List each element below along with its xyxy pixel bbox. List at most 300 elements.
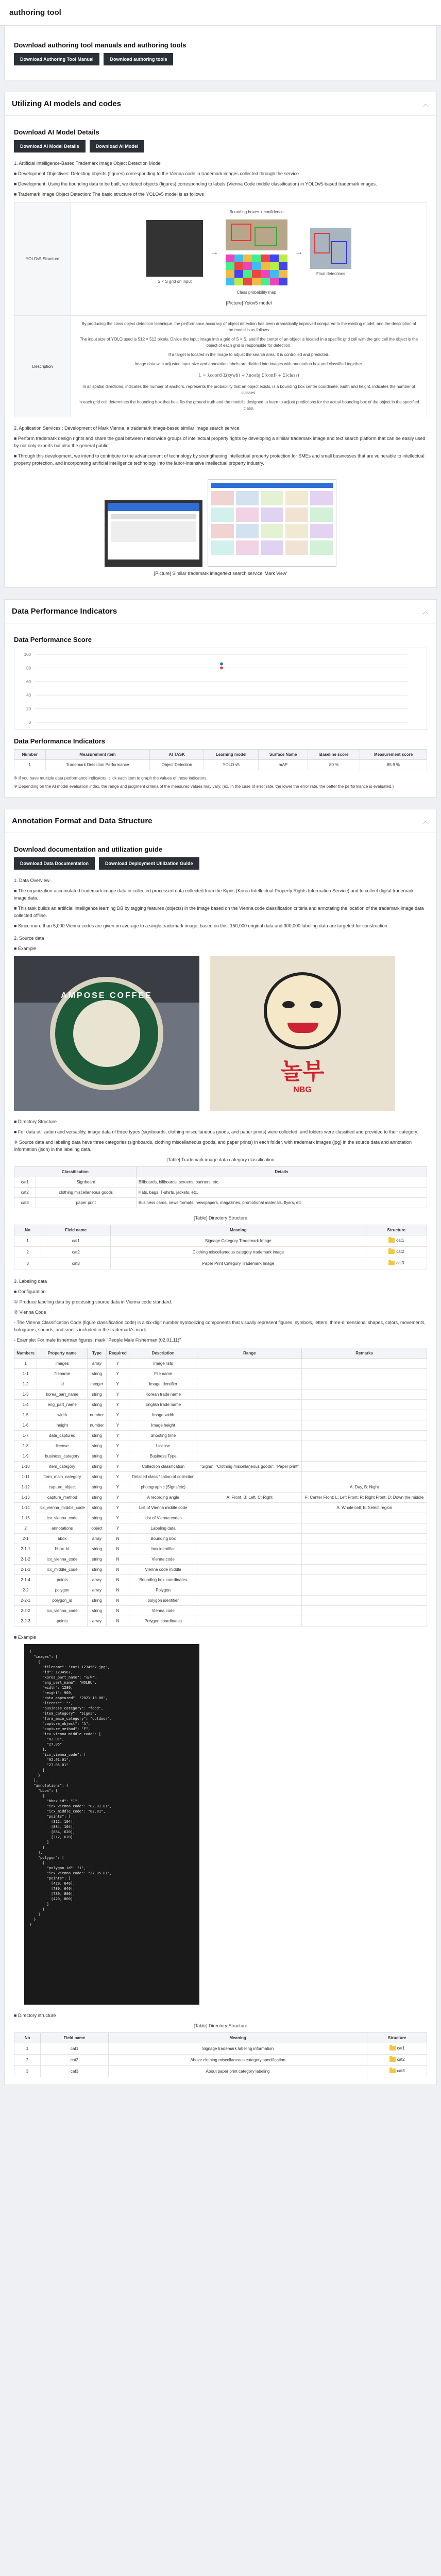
model-details-title: Download AI Model Details (14, 128, 99, 136)
table-cell: Vienna code (129, 1606, 197, 1616)
table-cell: eng_part_name (37, 1400, 88, 1410)
annotation-section (4, 809, 437, 2085)
score-chart-svg (14, 648, 418, 730)
performance-section (4, 599, 437, 798)
table-cell: Signage Category Trademark Image (111, 1235, 366, 1247)
folder[interactable] (388, 1249, 404, 1254)
folder-icon (388, 1249, 395, 1254)
final-detection-image (310, 228, 351, 269)
folder[interactable] (389, 2069, 405, 2073)
table-cell: mAP (259, 760, 308, 770)
table-cell (302, 1389, 427, 1400)
table-cell: Y (106, 1359, 129, 1369)
table-cell: N (106, 1565, 129, 1575)
table-cell: width (37, 1410, 88, 1420)
table-cell: string (88, 1596, 107, 1606)
table-row (14, 1493, 427, 1503)
table-cell (197, 1544, 302, 1554)
cat-header-classification: Classification (14, 1167, 137, 1177)
indicator-note-2: ※ Depending on the AI model evaluation index, the range and judgment criteria of the measured values may vary. (ex. In the case of error rate, the lower the error rate, the better the performance is evaluated.) (14, 784, 394, 789)
score-chart (14, 648, 427, 730)
table-row (14, 1585, 427, 1596)
download-documentation-button[interactable]: Download Data Documentation (14, 857, 95, 870)
table-cell: 2-1-1 (14, 1544, 37, 1554)
table-cell: integer (88, 1379, 107, 1389)
desc-cell (71, 316, 427, 417)
table-cell: object (88, 1523, 107, 1534)
yolo-structure-label: YOLOv5 Structure (14, 202, 71, 316)
table-cell (302, 1431, 427, 1441)
download-manual-button[interactable]: Download Authoring Tool Manual (14, 53, 99, 65)
data-para-3c: ② Vienna Code (14, 1310, 46, 1315)
table-cell: number (88, 1410, 107, 1420)
table-cell: Y (106, 1462, 129, 1472)
table-cell (197, 1472, 302, 1482)
table-cell (302, 1410, 427, 1420)
table-cell: N (106, 1544, 129, 1554)
directory-header: Structure (367, 2033, 427, 2043)
property-header: Required (106, 1348, 129, 1359)
table-cell: 1-4 (14, 1400, 37, 1410)
desc-text-5: In all spatial directions, indicates the number of anchors, represents the probability that an object exists, is a bounding box center coordinate, width and height, indicates the number of classes. (82, 384, 415, 395)
table-cell: Image height (129, 1420, 197, 1431)
table-cell: Shooting time (129, 1431, 197, 1441)
table-cell: number (88, 1420, 107, 1431)
folder-icon (389, 2057, 396, 2062)
indicator-header: Learning model (204, 750, 259, 760)
table-row (14, 1369, 427, 1379)
yolo-diagram-cell (71, 202, 427, 316)
table-cell (302, 1420, 427, 1431)
table-cell (302, 1585, 427, 1596)
table-row (14, 1513, 427, 1523)
table-cell (197, 1451, 302, 1462)
table-cell: cat3 (14, 1198, 36, 1208)
download-tool-button[interactable]: Download authoring tools (104, 53, 173, 65)
table-cell: item_category (37, 1462, 88, 1472)
table-cell: 1-7 (14, 1431, 37, 1441)
folder-label: cat1 (396, 1238, 404, 1243)
directory-header: No (14, 2033, 41, 2043)
cat-header-details: Details (136, 1167, 427, 1177)
table-cell: icx_vienna_code (37, 1513, 88, 1523)
table-cell: Above clothing miscellaneous category specification (108, 2055, 367, 2066)
json-code-block: { "images": [ { "filename": "cat1_1234567.jpg", "id": 1234567, "korea_part_name": "놀부", "eng_part_name": "NOLBU", "width": 1280, "height": 960, "data_captured": "2021-10-08", "license": "", "business_category": "food", "item_category": "Signs", "form_main_category": "outdoor", "capture_object": "A", "capture_method": "F", "icx_vienna_middle_code": [ "02.01", "27.05" ], "icx_vienna_code": [ "02.01.01", "27.05.01" ] } ], "annotations": { "bbox": [ { "bbox_id": "1", "icx_vienna_code": "02.01.01", "icx_middle_code": "02.01", "points": [ [312, 104], [884, 104], [884, 620], [312, 620] ] } ], "polygon": [ { "polygon_id": "1", "icx_vienna_code": "27.05.01", "points": [ [420, 640], [780, 640], [780, 800], [420, 800] ] } ] } } (24, 1644, 199, 2005)
chevron-up-icon[interactable]: ︿ (422, 818, 429, 825)
table-cell: Hats, bags, T-shirts, jackets, etc. (136, 1188, 427, 1198)
data-para-3e: - Example: For male fisherman figures, mark "People Male Fisherman (02.01.11)" (14, 1337, 181, 1343)
table-cell: array (88, 1359, 107, 1369)
folder[interactable] (388, 1238, 404, 1243)
model-para-2b: ■ Through this development, we intend to contribute to the advancement of technology by strengthening intellectual property protection for SMEs and small businesses that are vulnerable to intellectual property protection, and incorporating artificial intelligence technology into the labor-intensive intellectual property industry. (14, 453, 425, 466)
table-cell: string (88, 1400, 107, 1410)
table-cell: Image lists (129, 1359, 197, 1369)
table-cell (197, 1596, 302, 1606)
indicator-header: AI TASK (150, 750, 204, 760)
table-row (14, 1247, 427, 1258)
data-para-2a: ■ Example (14, 946, 36, 951)
table-row (14, 2066, 427, 2077)
directory-header: Meaning (111, 1225, 366, 1235)
table-cell: cat2 (14, 1188, 36, 1198)
table-cell: string (88, 1482, 107, 1493)
table-cell: 1-3 (14, 1389, 37, 1400)
table-row (14, 1400, 427, 1410)
table-cell (302, 1616, 427, 1626)
table-cell: Y (106, 1451, 129, 1462)
nolbu-sign-image (210, 956, 395, 1111)
table-cell: Y (106, 1400, 129, 1410)
folder-icon (389, 2046, 396, 2050)
table-row (14, 1462, 427, 1472)
table-cell: Image identifier (129, 1379, 197, 1389)
table-cell: cat2 (41, 1247, 111, 1258)
table-row (14, 1482, 427, 1493)
table-cell: string (88, 1369, 107, 1379)
table-cell (302, 1606, 427, 1616)
table-cell (197, 1503, 302, 1513)
table-cell: N (106, 1616, 129, 1626)
table-cell (197, 1420, 302, 1431)
table-cell: List of Vienna codes (129, 1513, 197, 1523)
table-cell: points (37, 1575, 88, 1585)
table-cell: paper print (36, 1198, 136, 1208)
table-row (14, 1177, 427, 1188)
table-cell (302, 1451, 427, 1462)
table-row (14, 1596, 427, 1606)
data-point-baseline-score[interactable] (220, 666, 223, 669)
table-cell (302, 1534, 427, 1544)
table-cell: bbox (37, 1534, 88, 1544)
folder[interactable] (388, 1261, 404, 1265)
data-point-measurement-score[interactable] (220, 663, 223, 666)
desc-text-2: The input size of YOLO used is 512 × 512 pixels. Divide the input image into a grid of S × S, and if the center of an object is located in a specific grid cell with the grid cell the object is the object of each grid is responsible for detection. (79, 337, 418, 348)
table-cell: 2-1-2 (14, 1554, 37, 1565)
table-cell: Y (106, 1472, 129, 1482)
table-row (14, 1554, 427, 1565)
table-cell: Polygon (129, 1585, 197, 1596)
table-cell: string (88, 1472, 107, 1482)
table-cell (197, 1369, 302, 1379)
directory-header: Structure (366, 1225, 427, 1235)
authoring-tool-section (4, 26, 437, 80)
indicator-header: Measurement item (45, 750, 150, 760)
table-cell: photographic (Signs/etc) (129, 1482, 197, 1493)
laptop-mock (105, 500, 202, 567)
table-cell: 2-2-3 (14, 1616, 37, 1626)
table-cell (302, 1596, 427, 1606)
table-cell (197, 1523, 302, 1534)
table-cell: 2 (14, 2055, 41, 2066)
table-cell (197, 1482, 302, 1493)
table-cell: cat3 (41, 1258, 111, 1269)
table-cell (197, 1585, 302, 1596)
table-cell (197, 1554, 302, 1565)
table-cell: license (37, 1441, 88, 1451)
indicators-title: Data Performance Indicators (14, 737, 106, 745)
directory-header: Field name (41, 1225, 111, 1235)
table-row (14, 1359, 427, 1369)
desc-text-1: By producing the class object detection technique, the performance accuracy of object detection has been dramatically improved compared to the existing model, and the description of the model is as follows. (81, 321, 416, 332)
data-para-3b: ① Produce labeling data by processing source data in Vienna code standard. (14, 1299, 173, 1304)
category-table (14, 1166, 427, 1208)
table-cell: string (88, 1389, 107, 1400)
table-cell (302, 1379, 427, 1389)
table-cell: string (88, 1503, 107, 1513)
table-cell: string (88, 1462, 107, 1472)
table-cell: 1-9 (14, 1451, 37, 1462)
y-tick-label: 80 (26, 666, 31, 671)
table-cell: string (88, 1441, 107, 1451)
top-bar (0, 0, 441, 26)
property-header: Type (88, 1348, 107, 1359)
table-cell (197, 1606, 302, 1616)
table-cell (302, 1523, 427, 1534)
table-cell: N (106, 1596, 129, 1606)
table-cell (302, 1575, 427, 1585)
table-cell: Y (106, 1482, 129, 1493)
chevron-up-icon[interactable]: ︿ (422, 100, 429, 108)
table-cell: string (88, 1431, 107, 1441)
table-row (14, 1544, 427, 1554)
table-cell: images (37, 1359, 88, 1369)
grid-input-image (146, 220, 203, 277)
table-cell: Signboard (36, 1177, 136, 1188)
table-cell: 3 (14, 1258, 41, 1269)
table-cell: License (129, 1441, 197, 1451)
desc-text-4: Image data with adjusted input size and annotation labels are divided into images with annotation box and classified together. (134, 362, 363, 366)
table-row (14, 1379, 427, 1389)
data-para-1b: ■ This task builds an artificial intelligence learning DB by tagging features (objects) in the image based on the Vienna code classification criteria and annotating the location of the trademark image data collected offline. (14, 906, 424, 918)
folder-label: cat3 (396, 1261, 404, 1265)
table-row (14, 1188, 427, 1198)
table-cell: string (88, 1554, 107, 1565)
table-cell (197, 1379, 302, 1389)
folder[interactable] (389, 2057, 405, 2062)
table-cell: Y (106, 1523, 129, 1534)
y-tick-label: 60 (26, 679, 31, 684)
table-cell (302, 1513, 427, 1523)
table-cell: 2-2-2 (14, 1606, 37, 1616)
table-row (14, 1451, 427, 1462)
results-mock (208, 479, 336, 567)
indicator-header: Baseline score (308, 750, 360, 760)
table-row (14, 1616, 427, 1626)
table-row (14, 1258, 427, 1269)
chevron-up-icon[interactable]: ︿ (422, 608, 429, 615)
table-cell: A: Front, B: Left, C: Right (197, 1493, 302, 1503)
table-cell: icx_vienna_code (37, 1606, 88, 1616)
table-cell: filename (37, 1369, 88, 1379)
table-cell: Image width (129, 1410, 197, 1420)
folder[interactable] (389, 2046, 405, 2050)
page-title: authoring tool (9, 8, 61, 17)
table-cell: Paper Print Category Trademark Image (111, 1258, 366, 1269)
directory-header: Meaning (108, 2033, 367, 2043)
table-cell: Y (106, 1493, 129, 1503)
model-para-2: 2. Application Services : Development of Mark Vienna, a trademark image-based similar image search service (14, 426, 240, 431)
table-cell (197, 1389, 302, 1400)
folder-cell (366, 1258, 427, 1269)
table-cell: 1-5 (14, 1410, 37, 1420)
table-row (14, 1420, 427, 1431)
table-cell: Y (106, 1410, 129, 1420)
table-cell: Business Type (129, 1451, 197, 1462)
table-cell: 2-2-1 (14, 1596, 37, 1606)
source-examples (14, 956, 427, 1111)
folder-label: cat2 (396, 1249, 404, 1254)
table-cell: 1-13 (14, 1493, 37, 1503)
folder-cell (367, 2043, 427, 2055)
table-cell: 85.9 % (360, 760, 427, 770)
table-cell: cat1 (41, 1235, 111, 1247)
table-cell (197, 1400, 302, 1410)
table-row (14, 1534, 427, 1544)
table-row (14, 1472, 427, 1482)
y-tick-label: 40 (26, 693, 31, 698)
table-cell: Labeling data (129, 1523, 197, 1534)
class-map-image (226, 255, 287, 285)
table-cell: 80 % (308, 760, 360, 770)
starbucks-text: AMPOSE COFFEE (61, 991, 152, 1000)
y-tick-label: 0 (28, 720, 31, 725)
data-para-1c: ■ Since more than 5,000 Vienna codes are given on average to a single trademark image, based on this, 150,000 original data and 300,000 labeling data are targeted for construction. (14, 923, 389, 928)
table-cell: Clothing miscellaneous category trademark image (111, 1247, 366, 1258)
table-cell: bbox_id (37, 1544, 88, 1554)
annotation-title: Annotation Format and Data Structure (12, 817, 152, 825)
table-row (14, 1389, 427, 1400)
table-row (14, 1575, 427, 1585)
data-para-4: ■ Example (14, 1635, 36, 1640)
table4-caption: [Table] Directory Structure (193, 2023, 248, 2028)
table-cell: 1-6 (14, 1420, 37, 1431)
table-cell: N (106, 1606, 129, 1616)
table-cell (197, 1534, 302, 1544)
table-cell: capture_method (37, 1493, 88, 1503)
folder-label: cat1 (397, 2046, 405, 2050)
table-cell: Bounding box (129, 1534, 197, 1544)
table-cell (197, 1431, 302, 1441)
table1-caption: [Table] Trademark image data category classification (166, 1157, 275, 1162)
table-cell: 1 (14, 2043, 41, 2055)
grid-label: S × S grid on input (157, 279, 192, 284)
ai-models-header[interactable] (5, 92, 436, 116)
table-cell: 2-1 (14, 1534, 37, 1544)
ai-models-title: Utilizing AI models and codes (12, 99, 121, 108)
table-cell: 1-10 (14, 1462, 37, 1472)
score-title: Data Performance Score (14, 636, 92, 643)
table-cell: annotations (37, 1523, 88, 1534)
directory-header: Field name (41, 2033, 109, 2043)
data-para-2: 2. Source data (14, 936, 44, 941)
arrow-right-icon: → (295, 247, 303, 257)
table-cell: korea_part_name (37, 1389, 88, 1400)
table-cell: A: Day, B: Night (302, 1482, 427, 1493)
table-cell (197, 1513, 302, 1523)
table-cell: height (37, 1420, 88, 1431)
folder-cell (366, 1235, 427, 1247)
table-cell: array (88, 1575, 107, 1585)
table-cell: string (88, 1513, 107, 1523)
table-cell: List of Vienna middle code (129, 1503, 197, 1513)
table-cell (302, 1565, 427, 1575)
desc-text-3: If a target is located in the image to adjust the search area, it is controlled and predicted. (168, 352, 330, 357)
annotation-header[interactable] (5, 809, 436, 833)
download-guide-button[interactable]: Download Deployment Utilization Guide (99, 857, 199, 870)
data-para-3: 3. Labeling data (14, 1279, 47, 1284)
table-cell (197, 1565, 302, 1575)
figure2-caption: [Picture] Similar trademark image/text search service 'Mark View' (154, 571, 287, 576)
table-cell (302, 1359, 427, 1369)
table-cell: clothing miscellaneous goods (36, 1188, 136, 1198)
desc-label: Description (14, 316, 71, 417)
table-row (14, 1410, 427, 1420)
table-cell: icx_vienna_middle_code (37, 1503, 88, 1513)
table-cell (302, 1462, 427, 1472)
indicator-note-1: ※ If you have multiple data performance indicators, click each item to graph the values of those indicators. (14, 776, 208, 781)
nolbu-sub-text: NBG (293, 1086, 312, 1094)
table-cell: Y (106, 1420, 129, 1431)
table-cell: cat2 (41, 2055, 109, 2066)
table-cell: icx_middle_code (37, 1565, 88, 1575)
table-cell: icx_vienna_code (37, 1554, 88, 1565)
property-header: Range (197, 1348, 302, 1359)
table-cell: N (106, 1554, 129, 1565)
desc-text-6: In each grid cell determines the bounding box that best fits the ground truth and the model's designed to learn to adjust predictions for the actual bounding box of the object in the specified class. (78, 400, 419, 411)
table-cell: 2-2 (14, 1585, 37, 1596)
download-model-details-button[interactable]: Download AI Model Details (14, 140, 86, 152)
folder-icon (389, 2069, 396, 2073)
table-cell: 1-14 (14, 1503, 37, 1513)
table-cell: string (88, 1544, 107, 1554)
table-cell (302, 1554, 427, 1565)
table-cell: id (37, 1379, 88, 1389)
table-row (14, 1503, 427, 1513)
table-cell: string (88, 1606, 107, 1616)
table-cell: 1-11 (14, 1472, 37, 1482)
directory-table-2 (14, 2032, 427, 2077)
property-header: Remarks (302, 1348, 427, 1359)
table-cell: Korean trade name (129, 1389, 197, 1400)
table-cell: 2-1-3 (14, 1565, 37, 1575)
download-model-button[interactable]: Download AI Model (90, 140, 145, 152)
table-row (14, 1441, 427, 1451)
performance-header[interactable] (5, 600, 436, 623)
table-cell: polygon_id (37, 1596, 88, 1606)
table-cell: 1-8 (14, 1441, 37, 1451)
property-header: Numbers (14, 1348, 37, 1359)
figure1-caption: [Picture] Yolov5 model (226, 300, 272, 306)
authoring-section-title: Download authoring tool manuals and authoring tools (14, 41, 186, 49)
table-cell: 3 (14, 2066, 41, 2077)
table-cell: 1-12 (14, 1482, 37, 1493)
desc-formula: L = λcoord·Σ(xywh) + λnoobj·Σ(conf) + Σ(class) (198, 373, 299, 378)
data-para-3d: - The Vienna Classification Code (figure classification code) is a six-digit number symbolizing components that visually represent figures, symbols, letters, three-dimensional shapes, colors, movements, holograms, sounds, and smells included in the trademark's mark. (14, 1320, 426, 1332)
yolo-structure-table (14, 202, 427, 417)
table-cell: array (88, 1534, 107, 1544)
data-para-5: ■ Directory structure (14, 2013, 56, 2018)
y-tick-label: 20 (26, 706, 31, 711)
table-cell: 1-2 (14, 1379, 37, 1389)
table-cell: Y (106, 1441, 129, 1451)
folder-icon (388, 1261, 395, 1265)
table-cell: Object Detection (150, 760, 204, 770)
table-cell (197, 1441, 302, 1451)
table-cell: "Signs", "Clothing miscellaneous goods", "Paper print" (197, 1462, 302, 1472)
table-cell: data_captured (37, 1431, 88, 1441)
table-row (14, 1606, 427, 1616)
table-cell: Signage trademark labeling information (108, 2043, 367, 2055)
